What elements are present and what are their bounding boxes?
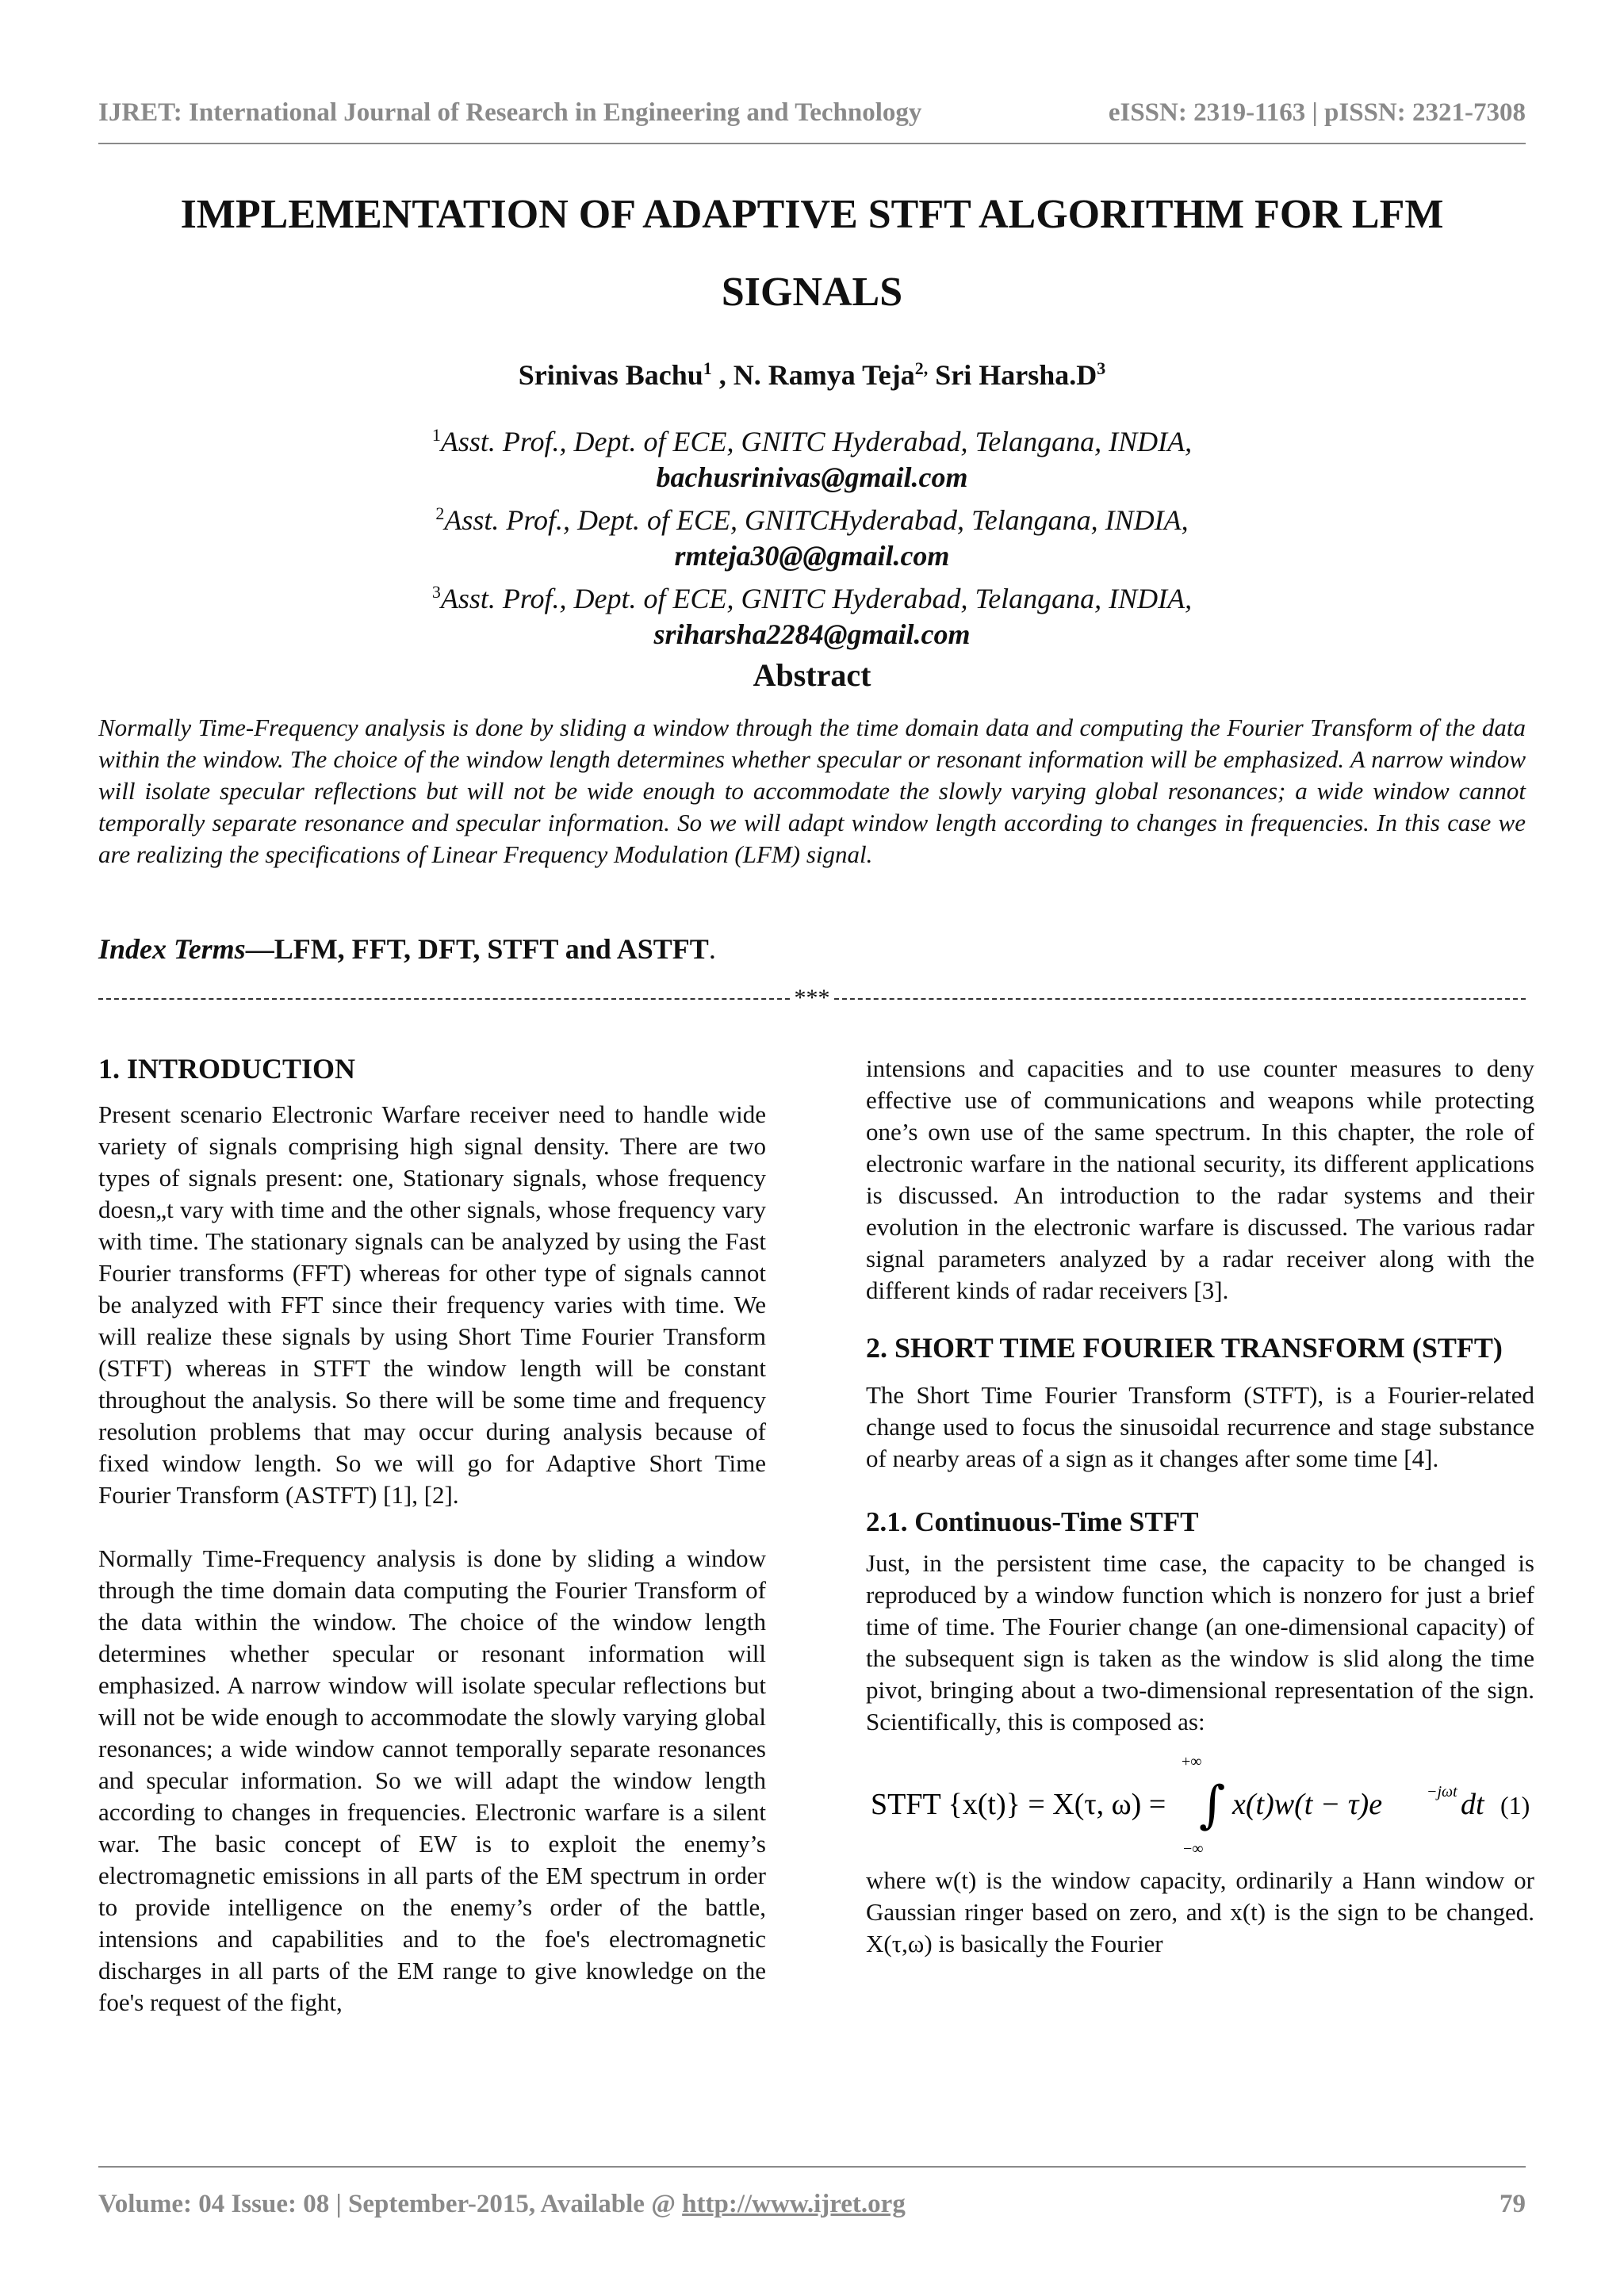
author-2-sup: 2, [914,358,929,378]
introduction-heading: 1. INTRODUCTION [98,1053,356,1085]
equation-1 [866,1747,1534,1858]
running-header [98,98,1526,144]
footer-volume: Volume: 04 Issue: 08 | September-2015, Available @ http://www.ijret.org [98,2190,906,2218]
equation-explanation-paragraph: where w(t) is the window capacity, ordinarily a Hann window or Gaussian ringer based on zero, and x(t) is the sign to be changed. X(τ,ω) is basically the Fourier [866,1866,1534,1957]
equation-dt: dt [1461,1788,1484,1821]
integral-sign: ∫ [1199,1776,1226,1835]
affiliations [98,417,1526,652]
email-3[interactable]: sriharsha2284@gmail.com [653,618,971,650]
equation-svg [866,1747,1534,1858]
email-2[interactable]: rmteja30@@gmail.com [674,540,950,572]
paper-title [98,176,1526,331]
continuous-time-paragraph: Just, in the persistent time case, the capacity to be changed is reproduced by a window function which is nonzero for just a brief time of time. The Fourier change (an one-dimensional capacity) of the subsequent sign is taken as the window is slid along the time pivot, bringing about a two-dimensional representation of the sign. Scientifically, this is composed as: [866,1549,1534,1735]
separator-dash-right [834,998,1526,1000]
index-terms-period: . [708,933,716,965]
equation-upper-limit: +∞ [1182,1753,1202,1770]
right-paragraph-1: intensions and capacities and to use counter measures to deny effective use of communications and weapons while protecting one’s own use of the same spectrum. In this chapter, the role of electronic warfare in the national security, its different applications is discussed. An introduction to the radar systems and their evolution in the electronic warfare is discussed. The various radar signal parameters analyzed by a radar receiver along with the different kinds of radar receivers [3]. [866,1054,1534,1304]
introduction-paragraph-2: Normally Time-Frequency analysis is done by sliding a window through the time domain data computing the Fourier Transform of the data within the window. The choice of the window length determines whether specular or resonant information will emphasized. A narrow window will isolate specular reflections but will not be wide enough to accommodate the slowly varying global resonances; a wide window cannot temporally separate resonances and specular information. So we will adapt the window length according to changes in frequencies. Electronic warfare is a silent war. The basic concept of EW is to exploit the enemy’s electromagnetic emissions in all parts of the EM spectrum in order to provide intelligence on the enemy’s order of the battle, intensions and capabilities and to the foe's electromagnetic discharges in all parts of the EM range to give knowledge on the foe's request of the fight, [98,1544,766,2016]
journal-name: IJRET: International Journal of Research in Engineering and Technology [98,98,922,127]
author-1: Srinivas Bachu [518,359,703,391]
separator-stars: *** [794,985,830,1011]
author-1-sup: 1 [703,358,712,378]
running-footer [98,2166,1526,2223]
author-2: , N. Ramya Teja [711,359,915,391]
affiliation-1: $^1$Asst. Prof., Dept. of ECE, GNITC Hyderabad, Telangana, INDIA, [431,425,1193,457]
affiliation-2: $^2$Asst. Prof., Dept. of ECE, GNITCHyderabad, Telangana, INDIA, [435,503,1189,536]
continuous-time-heading: 2.1. Continuous-Time STFT [866,1506,1199,1537]
affiliation-3: $^3$Asst. Prof., Dept. of ECE, GNITC Hyderabad, Telangana, INDIA, [431,582,1193,614]
email-1[interactable]: bachusrinivas@gmail.com [656,461,968,493]
equation-number: (1) [1500,1791,1530,1820]
section-separator [98,983,1526,1015]
issn: eISSN: 2319-1163 | pISSN: 2321-7308 [1108,98,1526,127]
index-terms-list: LFM, FFT, DFT, STFT and ASTFT [274,933,709,965]
stft-paragraph: The Short Time Fourier Transform (STFT), is a Fourier-related change used to focus the sinusoidal recurrence and stage substance of nearby areas of a sign as it changes after some time [4]. [866,1381,1534,1472]
journal-url-link[interactable]: http://www.ijret.org [682,2190,906,2218]
right-column [866,1053,1534,1960]
equation-lower-limit: −∞ [1183,1840,1204,1858]
author-list [98,358,1526,392]
equation-integrand: x(t)w(t − τ)e [1232,1788,1383,1821]
title-line-1: IMPLEMENTATION OF ADAPTIVE STFT ALGORITHM FOR LFM [180,192,1444,237]
equation-exponent: −jωt [1427,1783,1457,1800]
abstract-text: Normally Time-Frequency analysis is done by sliding a window through the time domain data and computing the Fourier Transform of the data within the window. The choice of the window length determines whether specular or resonant information will be emphasized. A narrow window will isolate specular reflections but will not be wide enough to accommodate the slowly varying global resonances; a wide window cannot temporally separate resonance and specular information. So we will adapt window length according to changes in frequencies. In this case we are realizing the specifications of Linear Frequency Modulation (LFM) signal. [98,714,1526,868]
author-3: Sri Harsha.D [928,359,1097,391]
title-line-2: SIGNALS [721,270,903,315]
equation-lhs: STFT {x(t)} = X(τ, ω) = [871,1788,1166,1821]
abstract-heading: Abstract [753,657,871,693]
left-column [98,1053,766,2019]
stft-section-heading: 2. SHORT TIME FOURIER TRANSFORM (STFT) [866,1332,1503,1364]
author-3-sup: 3 [1097,358,1106,378]
page-number: 79 [1500,2190,1526,2218]
introduction-paragraph-1: Present scenario Electronic Warfare receiver need to handle wide variety of signals comprising high signal density. There are two types of signals present: one, Stationary signals, whose frequency doesn„t vary with time and the other signals, whose frequency vary with time. The stationary signals can be analyzed by using the Fast Fourier transforms (FFT) whereas for other type of signals cannot be analyzed with FFT since their frequency varies with time. We will realize these signals by using Short Time Fourier Transform (STFT) whereas in STFT the window length will be constant throughout the analysis. So there will be some time and frequency resolution problems that may occur during analysis because of fixed window length. So we will go for Adaptive Short Time Fourier Transform (ASTFT) [1], [2]. [98,1100,766,1509]
index-terms-label: Index Terms [98,933,246,965]
index-terms-dash: — [245,933,274,965]
index-terms [98,932,1526,966]
